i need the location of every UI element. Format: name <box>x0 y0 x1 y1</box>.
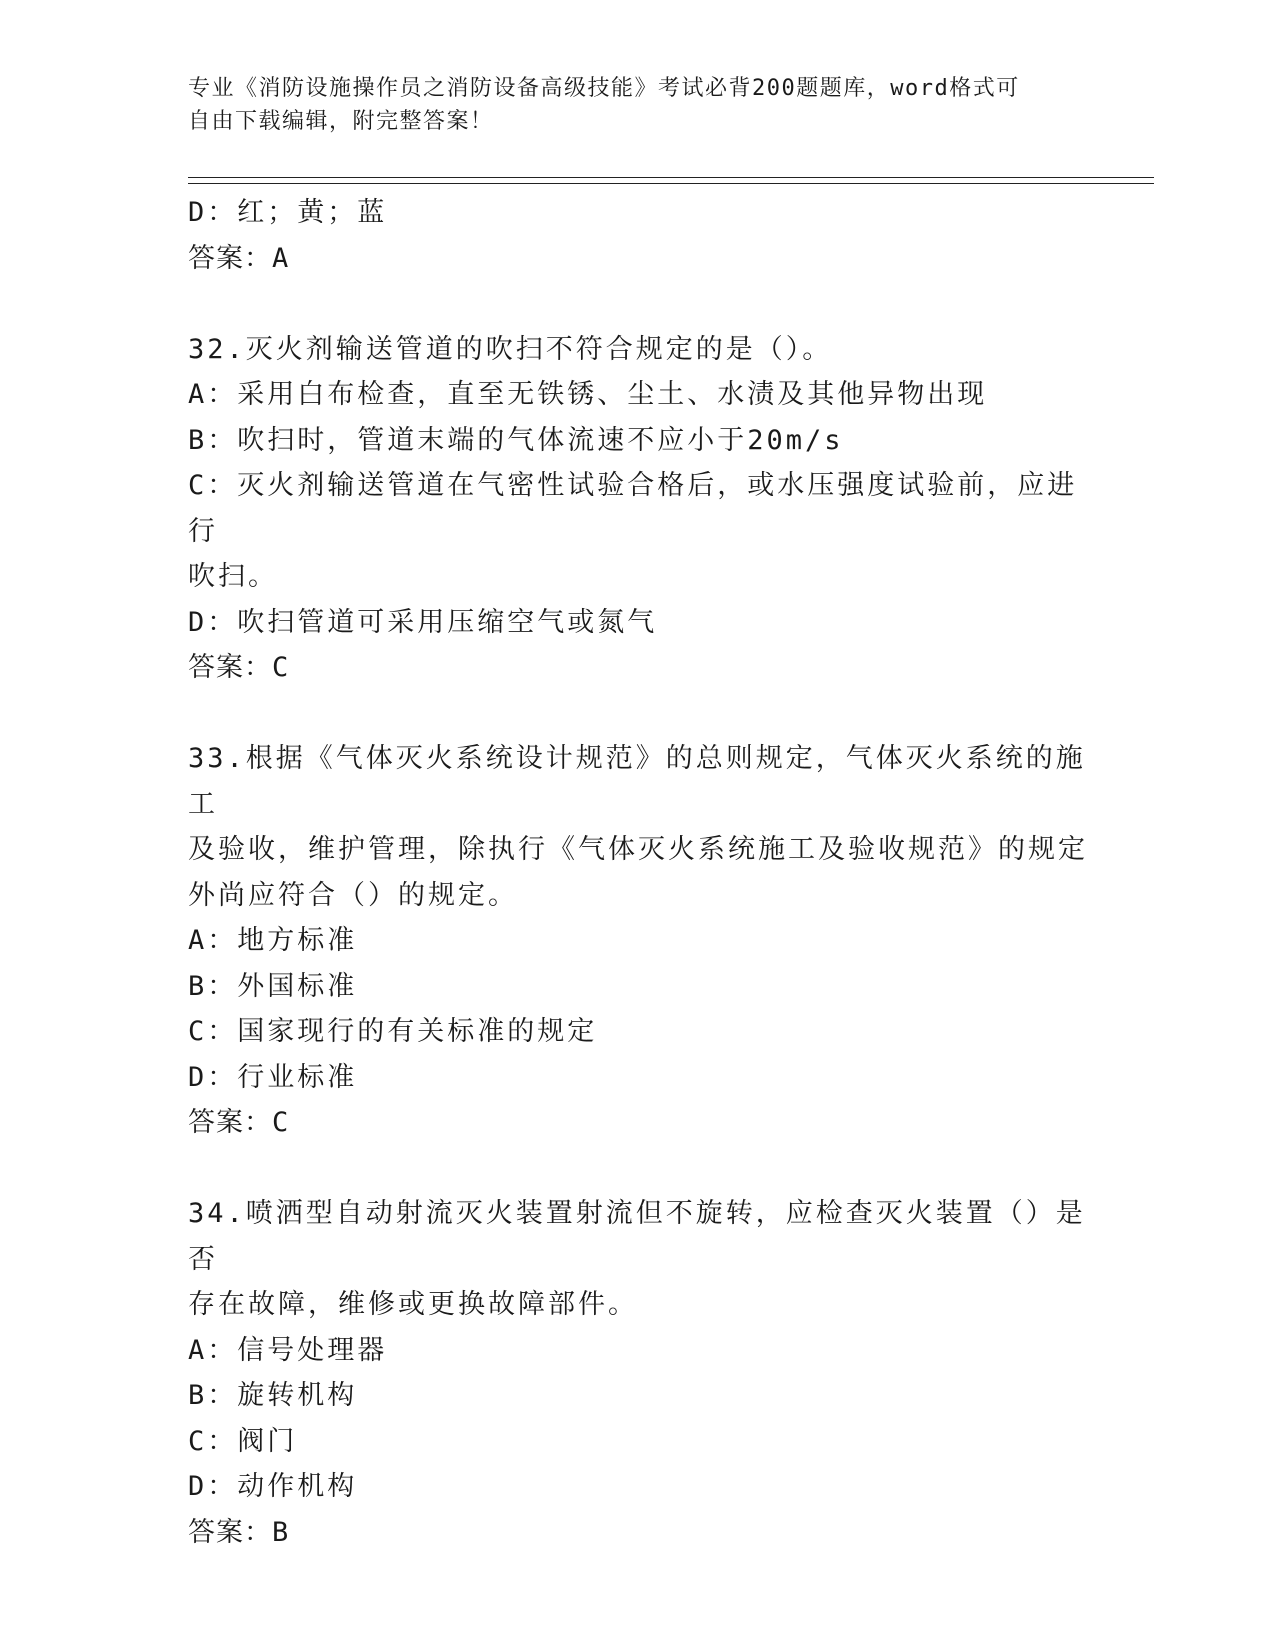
question-list <box>188 190 1088 1555</box>
option-a: A：信号处理器 <box>188 1334 388 1366</box>
option-a: A：地方标准 <box>188 925 358 956</box>
header-line-2: 自由下载编辑，附完整答案！ <box>188 109 494 134</box>
question-stem-continued: 及验收，维护管理，除执行《气体灭火系统施工及验收规范》的规定 <box>188 834 1088 865</box>
option-b: B：外国标准 <box>188 970 358 1002</box>
option-c-continued: 吹扫。 <box>188 561 278 592</box>
answer: 答案：A <box>188 242 290 274</box>
question-stem-continued: 存在故障，维修或更换故障部件。 <box>188 1289 638 1320</box>
option-d: D：吹扫管道可采用压缩空气或氮气 <box>188 606 658 638</box>
option-a: A：采用白布检查，直至无铁锈、尘土、水渍及其他异物出现 <box>188 379 988 410</box>
header-line-1: 专业《消防设施操作员之消防设备高级技能》考试必背200题题库，word格式可 <box>188 76 1020 101</box>
spacer <box>188 691 1088 737</box>
option-c: C：灭火剂输送管道在气密性试验合格后，或水压强度试验前，应进行 <box>188 470 1078 547</box>
page-header <box>188 72 1068 138</box>
header-divider-bottom <box>188 183 1154 184</box>
header-divider-top <box>188 177 1154 178</box>
option-d: D：动作机构 <box>188 1471 358 1502</box>
option-b: B：旋转机构 <box>188 1380 358 1411</box>
question-32 <box>188 327 1088 691</box>
question-stem: 34.喷洒型自动射流灭火装置射流但不旋转，应检查灭火装置（）是否 <box>188 1198 1086 1275</box>
previous-question-fragment <box>188 190 1088 281</box>
answer: 答案：B <box>188 1516 290 1548</box>
question-33 <box>188 736 1088 1146</box>
option-c: C：国家现行的有关标准的规定 <box>188 1016 598 1047</box>
option-b: B：吹扫时，管道末端的气体流速不应小于20m/s <box>188 424 844 456</box>
spacer <box>188 1146 1088 1192</box>
option-d: D：行业标准 <box>188 1061 358 1093</box>
question-stem-continued: 外尚应符合（）的规定。 <box>188 879 518 911</box>
option-d: D：红；黄；蓝 <box>188 197 388 228</box>
option-c: C：阀门 <box>188 1425 298 1457</box>
question-34 <box>188 1191 1088 1555</box>
spacer <box>188 281 1088 327</box>
question-stem: 33.根据《气体灭火系统设计规范》的总则规定，气体灭火系统的施工 <box>188 743 1086 820</box>
answer: 答案：C <box>188 1107 290 1138</box>
answer: 答案：C <box>188 652 290 683</box>
question-stem: 32.灭火剂输送管道的吹扫不符合规定的是（）。 <box>188 333 833 365</box>
